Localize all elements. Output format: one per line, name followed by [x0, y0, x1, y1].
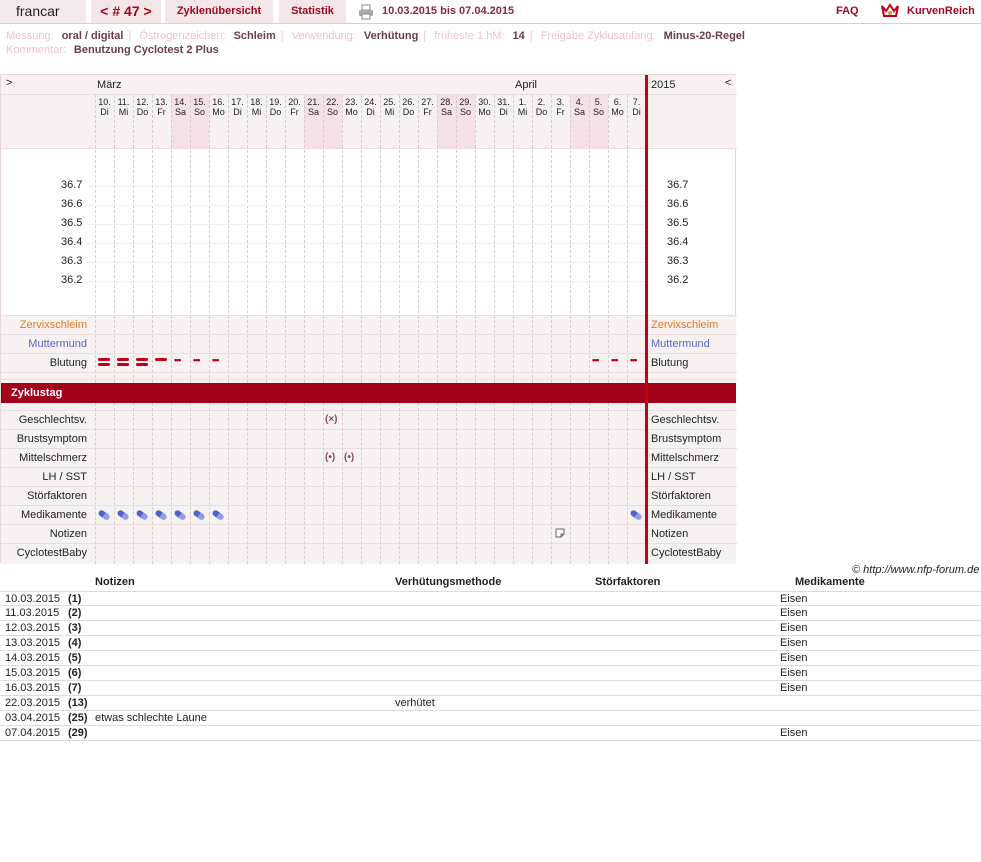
bleeding-light: •••: [630, 355, 637, 365]
temp-tick-label: 36.2: [61, 274, 83, 286]
day-column-line: [190, 95, 191, 383]
day-weekday-label: Di: [233, 107, 242, 117]
day-date-label: 21.: [307, 97, 320, 107]
temp-grid-line: [87, 262, 645, 263]
day-column-line: [266, 95, 267, 383]
row-cycle-day: (3): [68, 622, 82, 634]
col-header-method: Verhütungsmethode: [395, 576, 502, 588]
temp-tick-label: 36.2: [667, 274, 689, 286]
day-weekday-label: Mi: [384, 107, 395, 117]
bleeding-light: •••: [611, 355, 618, 365]
day-column-line: [209, 403, 210, 564]
day-date-label: 1.: [518, 97, 527, 107]
day-column-line: [380, 95, 381, 383]
row-cycle-day: (1): [68, 593, 82, 605]
day-date-label: 14.: [174, 97, 187, 107]
nav-next-button[interactable]: <: [725, 77, 732, 89]
row-medication: Eisen: [780, 727, 808, 739]
faq-link[interactable]: FAQ: [836, 5, 859, 17]
temp-grid-line: [87, 205, 645, 206]
meta-label: früheste 1.hM:: [434, 30, 505, 42]
day-weekday-label: Mo: [345, 107, 358, 117]
table-row: [0, 591, 981, 606]
day-column-line: [114, 95, 115, 383]
mittelschmerz-marker: (•): [325, 452, 336, 463]
temp-grid-line: [87, 243, 645, 244]
day-column-line: [570, 95, 571, 383]
bleeding-heavy: [117, 358, 129, 361]
day-date-label: 10.: [98, 97, 111, 107]
row-cycle-day: (13): [68, 697, 88, 709]
day-column-line: [437, 403, 438, 564]
month-label: März: [97, 79, 122, 91]
top-bar: [0, 0, 981, 24]
mittelschmerz-marker: (•): [344, 452, 355, 463]
row-date: 15.03.2015: [5, 667, 61, 679]
temp-tick-label: 36.5: [667, 217, 689, 229]
day-column-line: [171, 95, 172, 383]
day-date-label: 13.: [155, 97, 168, 107]
day-column-line: [171, 403, 172, 564]
row-date: 12.03.2015: [5, 622, 61, 634]
day-weekday-label: Fr: [157, 107, 166, 117]
row-label-medi: Medikamente: [20, 509, 87, 521]
day-column-line: [247, 95, 248, 383]
day-weekday-label: Sa: [440, 107, 452, 117]
day-column-line: [608, 95, 609, 383]
row-label-stoer: Störfaktoren: [651, 490, 711, 502]
day-weekday-label: Di: [632, 107, 641, 117]
row-label-muttermund: Muttermund: [651, 338, 710, 350]
bleeding-heavy: [136, 358, 148, 361]
day-column-line: [152, 95, 153, 383]
note-icon[interactable]: [555, 528, 565, 538]
row-label-gv: Geschlechtsv.: [651, 414, 720, 426]
day-date-label: 6.: [613, 97, 622, 107]
day-weekday-label: Mo: [611, 107, 624, 117]
bleeding-light: •••: [212, 355, 219, 365]
day-weekday-label: Di: [100, 107, 109, 117]
meta-label: Kommentar:: [6, 44, 66, 56]
temp-tick-label: 36.4: [667, 236, 689, 248]
day-date-label: 24.: [364, 97, 377, 107]
table-row: [0, 726, 981, 741]
tab-cycle-overview[interactable]: Zyklenübersicht: [165, 0, 273, 23]
day-weekday-label: Do: [402, 107, 415, 117]
row-label-notizen: Notizen: [651, 528, 689, 540]
nav-prev-button[interactable]: >: [6, 77, 13, 89]
day-column-line: [342, 95, 343, 383]
row-medication: Eisen: [780, 607, 808, 619]
row-label-mittel: Mittelschmerz: [19, 452, 87, 464]
day-column-line: [570, 403, 571, 564]
day-date-label: 30.: [478, 97, 491, 107]
username: francar: [0, 0, 86, 23]
temp-grid-line: [87, 186, 645, 187]
meta-value: Minus-20-Regel: [663, 30, 745, 42]
day-weekday-label: Sa: [307, 107, 319, 117]
row-cycle-day: (6): [68, 667, 82, 679]
month-label: April: [515, 79, 538, 91]
bleeding-heavy: [98, 363, 110, 366]
temp-tick-label: 36.3: [667, 255, 689, 267]
day-weekday-label: Fr: [556, 107, 565, 117]
bleeding-light: •••: [592, 355, 599, 365]
day-weekday-label: Mi: [251, 107, 262, 117]
day-column-line: [209, 95, 210, 383]
row-cycle-day: (2): [68, 607, 82, 619]
col-header-notes: Notizen: [95, 576, 135, 588]
day-date-label: 7.: [632, 97, 641, 107]
day-date-label: 20.: [288, 97, 301, 107]
day-weekday-label: So: [326, 107, 338, 117]
day-weekday-label: Fr: [290, 107, 299, 117]
day-date-label: 23.: [345, 97, 358, 107]
row-cycle-day: (7): [68, 682, 82, 694]
temp-grid-line: [87, 281, 645, 282]
day-date-label: 18.: [250, 97, 263, 107]
day-date-label: 11.: [117, 97, 130, 107]
day-column-line: [361, 95, 362, 383]
day-column-line: [133, 95, 134, 383]
day-column-line: [608, 403, 609, 564]
day-column-line: [247, 403, 248, 564]
table-row: [0, 711, 981, 726]
day-date-label: 16.: [212, 97, 225, 107]
day-weekday-label: Di: [499, 107, 508, 117]
date-range: 10.03.2015 bis 07.04.2015: [382, 5, 515, 17]
day-date-label: 28.: [440, 97, 453, 107]
day-column-line: [228, 95, 229, 383]
row-date: 22.03.2015: [5, 697, 61, 709]
row-label-lh: LH / SST: [42, 471, 87, 483]
meta-label: Freigabe Zyklusanfang:: [540, 30, 656, 42]
cycle-chart: [0, 74, 736, 563]
day-column-line: [342, 403, 343, 564]
day-column-line: [551, 403, 552, 564]
day-column-line: [475, 403, 476, 564]
temp-tick-label: 36.7: [61, 179, 83, 191]
temp-grid-line: [87, 224, 645, 225]
day-column-line: [627, 95, 628, 383]
row-label-lh: LH / SST: [651, 471, 696, 483]
row-date: 10.03.2015: [5, 593, 61, 605]
day-column-line: [323, 403, 324, 564]
printer-icon[interactable]: [358, 4, 374, 20]
meta-line-1: Messung: oral / digital | Östrogenzeichen: Schleim | Verwendung: Verhütung | früheste 1.hM: 14 | Freigabe Zyklusanfang: Minus-20-Regel: [6, 30, 745, 42]
day-column-line: [380, 403, 381, 564]
table-row: [0, 636, 981, 651]
day-column-line: [494, 95, 495, 383]
row-method: verhütet: [395, 697, 435, 709]
day-column-line: [361, 403, 362, 564]
day-weekday-label: Do: [535, 107, 548, 117]
row-label-brust: Brustsymptom: [16, 433, 87, 445]
cycle-day-bar: [1, 383, 736, 403]
row-date: 16.03.2015: [5, 682, 61, 694]
table-row: [0, 696, 981, 711]
year-label: 2015: [651, 79, 676, 91]
day-column-line: [418, 403, 419, 564]
day-date-label: 29.: [459, 97, 472, 107]
day-weekday-label: Do: [136, 107, 149, 117]
row-cycle-day: (25): [68, 712, 88, 724]
cycle-day-label: Zyklustag: [11, 387, 63, 399]
bleeding-heavy: [98, 358, 110, 361]
kurvenreich-logo-icon[interactable]: [880, 2, 900, 20]
day-column-line: [456, 403, 457, 564]
meta-label: Messung:: [6, 30, 54, 42]
day-column-line: [228, 403, 229, 564]
day-date-label: 25.: [383, 97, 396, 107]
day-date-label: 27.: [421, 97, 434, 107]
row-label-muttermund: Muttermund: [28, 338, 87, 350]
brand-name[interactable]: KurvenReich: [907, 5, 975, 17]
row-medication: Eisen: [780, 622, 808, 634]
temp-tick-label: 36.6: [61, 198, 83, 210]
temp-tick-label: 36.6: [667, 198, 689, 210]
table-row: [0, 681, 981, 696]
row-date: 07.04.2015: [5, 727, 61, 739]
day-date-label: 26.: [402, 97, 415, 107]
day-column-line: [285, 95, 286, 383]
day-column-line: [304, 403, 305, 564]
row-cycle-day: (4): [68, 637, 82, 649]
day-column-line: [532, 95, 533, 383]
day-column-line: [589, 95, 590, 383]
day-weekday-label: Mo: [212, 107, 225, 117]
row-label-blutung: Blutung: [49, 357, 87, 369]
day-column-line: [475, 95, 476, 383]
meta-value: oral / digital: [61, 30, 124, 42]
chart-end-marker: [645, 75, 648, 564]
day-weekday-label: So: [592, 107, 604, 117]
table-row: [0, 606, 981, 621]
day-column-line: [456, 95, 457, 383]
bleeding-medium: [155, 358, 167, 361]
col-header-stoer: Störfaktoren: [595, 576, 661, 588]
row-label-cyclo: CyclotestBaby: [651, 547, 722, 559]
day-date-label: 15.: [193, 97, 206, 107]
temp-tick-label: 36.7: [667, 179, 689, 191]
row-label-zervix: Zervixschleim: [651, 319, 719, 331]
row-medication: Eisen: [780, 637, 808, 649]
day-weekday-label: Di: [366, 107, 375, 117]
row-label-medi: Medikamente: [651, 509, 718, 521]
day-date-label: 2.: [537, 97, 546, 107]
day-date-label: 17.: [231, 97, 244, 107]
day-column-line: [513, 95, 514, 383]
temp-tick-label: 36.3: [61, 255, 83, 267]
row-note: etwas schlechte Laune: [95, 712, 207, 724]
row-label-zervix: Zervixschleim: [19, 319, 87, 331]
row-date: 03.04.2015: [5, 712, 61, 724]
bleeding-heavy: [117, 363, 129, 366]
temp-tick-label: 36.4: [61, 236, 83, 248]
cycle-navigator[interactable]: < # 47 >: [91, 0, 161, 23]
day-weekday-label: Fr: [423, 107, 432, 117]
row-cycle-day: (5): [68, 652, 82, 664]
day-column-line: [133, 403, 134, 564]
meta-value: Verhütung: [363, 30, 419, 42]
day-column-line: [285, 403, 286, 564]
day-weekday-label: Mo: [478, 107, 491, 117]
day-weekday-label: So: [459, 107, 471, 117]
meta-line-2: [6, 44, 219, 56]
row-label-cyclo: CyclotestBaby: [16, 547, 87, 559]
row-medication: Eisen: [780, 667, 808, 679]
day-column-line: [399, 95, 400, 383]
day-column-line: [418, 95, 419, 383]
day-column-line: [323, 95, 324, 383]
day-column-line: [551, 95, 552, 383]
row-label-mittel: Mittelschmerz: [651, 452, 719, 464]
day-column-line: [532, 403, 533, 564]
day-column-line: [589, 403, 590, 564]
row-label-blutung: Blutung: [651, 357, 689, 369]
day-date-label: 3.: [556, 97, 565, 107]
row-medication: Eisen: [780, 593, 808, 605]
table-row: [0, 651, 981, 666]
day-column-line: [152, 403, 153, 564]
row-cycle-day: (29): [68, 727, 88, 739]
day-column-line: [627, 403, 628, 564]
meta-value: 14: [512, 30, 525, 42]
day-weekday-label: Sa: [174, 107, 186, 117]
day-date-label: 5.: [594, 97, 603, 107]
temp-tick-label: 36.5: [61, 217, 83, 229]
day-weekday-label: So: [193, 107, 205, 117]
day-column-line: [95, 95, 96, 383]
day-column-line: [399, 403, 400, 564]
day-weekday-label: Sa: [573, 107, 585, 117]
table-row: [0, 621, 981, 636]
copyright: © http://www.nfp-forum.de: [852, 564, 980, 576]
day-column-line: [437, 95, 438, 383]
day-date-label: 22.: [326, 97, 339, 107]
bleeding-heavy: [136, 363, 148, 366]
bleeding-light: •••: [193, 355, 200, 365]
row-medication: Eisen: [780, 652, 808, 664]
table-row: [0, 666, 981, 681]
row-label-notizen: Notizen: [49, 528, 87, 540]
row-date: 14.03.2015: [5, 652, 61, 664]
meta-value: Schleim: [233, 30, 276, 42]
day-column-line: [266, 403, 267, 564]
row-label-stoer: Störfaktoren: [27, 490, 87, 502]
gv-marker: (×): [325, 414, 338, 425]
day-column-line: [304, 95, 305, 383]
day-date-label: 31.: [497, 97, 510, 107]
day-date-label: 4.: [575, 97, 584, 107]
day-date-label: 12.: [136, 97, 149, 107]
bleeding-light: •••: [174, 355, 181, 365]
row-label-gv: Geschlechtsv.: [18, 414, 87, 426]
day-column-line: [114, 403, 115, 564]
meta-value: Benutzung Cyclotest 2 Plus: [73, 44, 219, 56]
day-weekday-label: Mi: [118, 107, 129, 117]
day-date-label: 19.: [269, 97, 282, 107]
row-date: 13.03.2015: [5, 637, 61, 649]
day-column-line: [95, 403, 96, 564]
day-weekday-label: Mi: [517, 107, 528, 117]
tab-statistics[interactable]: Statistik: [279, 0, 346, 23]
day-column-line: [190, 403, 191, 564]
day-weekday-label: Do: [269, 107, 282, 117]
meta-label: Verwendung:: [291, 30, 356, 42]
meta-label: Östrogenzeichen:: [139, 30, 226, 42]
row-label-brust: Brustsymptom: [651, 433, 722, 445]
day-column-line: [494, 403, 495, 564]
row-date: 11.03.2015: [5, 607, 60, 619]
col-header-medi: Medikamente: [795, 576, 865, 588]
row-medication: Eisen: [780, 682, 808, 694]
day-column-line: [513, 403, 514, 564]
